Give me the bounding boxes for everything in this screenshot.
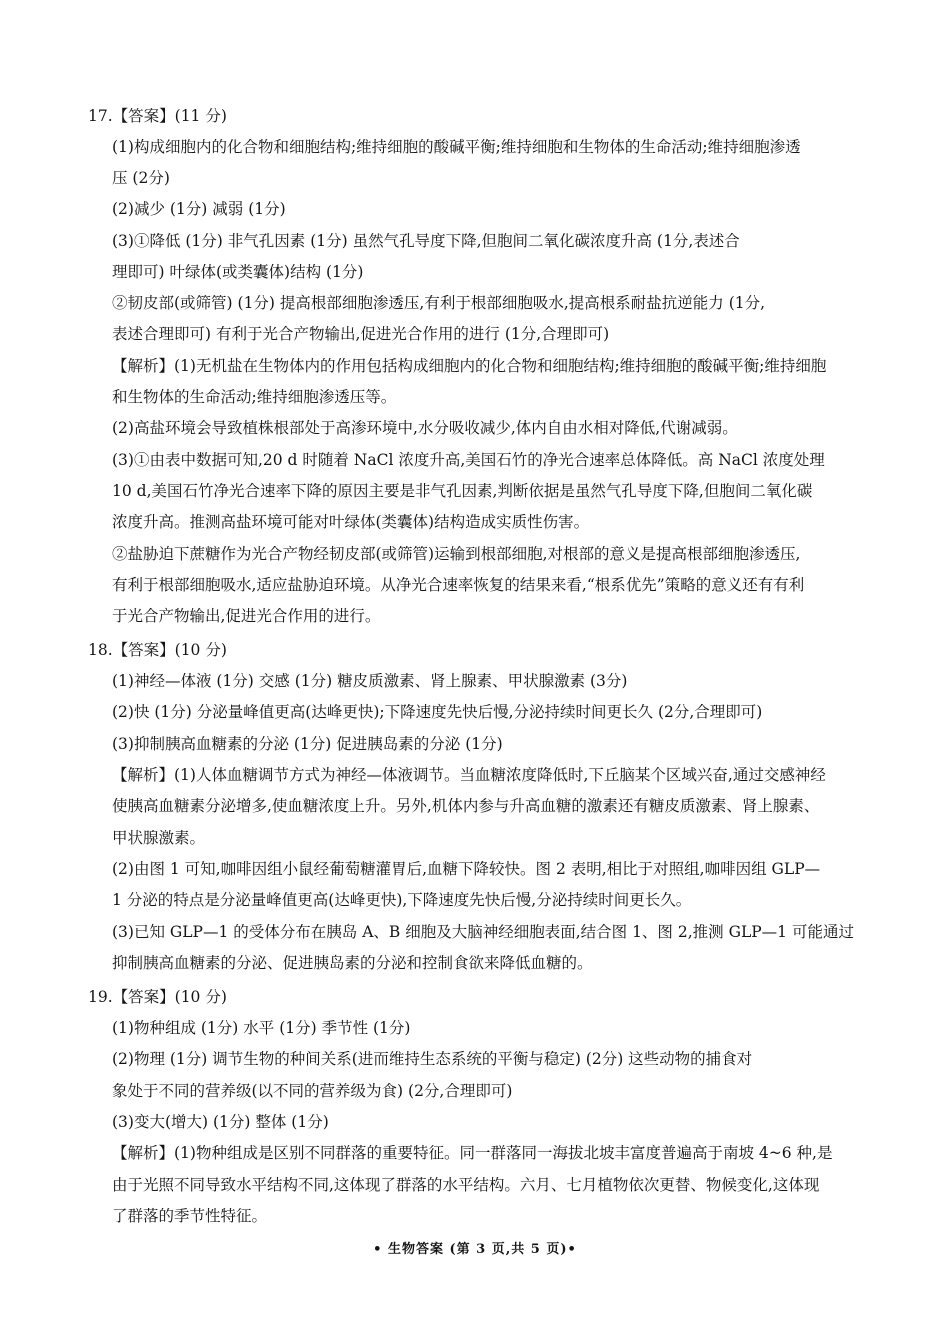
q19-analysis-line: 【解析】(1)物种组成是区别不同群落的重要特征。同一群落同一海拔北坡丰富度普遍高于南坡 4~6 种,是: [112, 1144, 833, 1162]
q17-analysis-line: 有利于根部细胞吸水,适应盐胁迫环境。从净光合速率恢复的结果来看,“根系优先”策略的意义还有有利: [112, 576, 805, 594]
q19-answer-line: (2)物理 (1分) 调节生物的种间关系(进而维持生态系统的平衡与稳定) (2分) 这些动物的捕食对: [112, 1050, 753, 1068]
q18-analysis-line: (3)已知 GLP—1 的受体分布在胰岛 A、B 细胞及大脑神经细胞表面,结合图 1、图 2,推测 GLP—1 可能通过: [112, 923, 854, 941]
q17-answer-line: 压 (2分): [112, 169, 170, 187]
q17-analysis-line: ②盐胁迫下蔗糖作为光合产物经韧皮部(或筛管)运输到根部细胞,对根部的意义是提高根部细胞渗透压,: [112, 545, 801, 563]
q17-answer-line: (2)减少 (1分) 减弱 (1分): [112, 200, 286, 218]
q18-analysis-line: (2)由图 1 可知,咖啡因组小鼠经葡萄糖灌胃后,血糖下降较快。图 2 表明,相比于对照组,咖啡因组 GLP—: [112, 860, 821, 878]
q17-answer-line: (3)①降低 (1分) 非气孔因素 (1分) 虽然气孔导度下降,但胞间二氧化碳浓度升高 (1分,表述合: [112, 232, 740, 250]
q17-analysis-line: 10 d,美国石竹净光合速率下降的原因主要是非气孔因素,判断依据是虽然气孔导度下降,但胞间二氧化碳: [112, 482, 813, 500]
q17-answer-line: ②韧皮部(或筛管) (1分) 提高根部细胞渗透压,有利于根部细胞吸水,提高根系耐盐抗逆能力 (1分,: [112, 294, 766, 312]
q17-analysis-line: 和生物体的生命活动;维持细胞渗透压等。: [112, 388, 397, 406]
q18-header: 18.【答案】(10 分): [88, 641, 227, 659]
q18-analysis-line: 抑制胰高血糖素的分泌、促进胰岛素的分泌和控制食欲来降低血糖的。: [112, 954, 593, 972]
page-footer: • 生物答案 (第 3 页,共 5 页)•: [373, 1242, 577, 1257]
q17-analysis-line: (2)高盐环境会导致植株根部处于高渗环境中,水分吸收减少,体内自由水相对降低,代谢减弱。: [112, 419, 738, 437]
q19-answer-line: (3)变大(增大) (1分) 整体 (1分): [112, 1113, 329, 1131]
q18-analysis-line: 使胰高血糖素分泌增多,使血糖浓度上升。另外,机体内参与升高血糖的激素还有糖皮质激素、肾上腺素、: [112, 797, 820, 815]
q19-answer-line: 象处于不同的营养级(以不同的营养级为食) (2分,合理即可): [112, 1082, 513, 1100]
q19-analysis-line: 了群落的季节性特征。: [112, 1207, 268, 1225]
q18-analysis-line: 【解析】(1)人体血糖调节方式为神经—体液调节。当血糖浓度降低时,下丘脑某个区域兴奋,通过交感神经: [112, 766, 826, 784]
q17-analysis-line: 浓度升高。推测高盐环境可能对叶绿体(类囊体)结构造成实质性伤害。: [112, 513, 590, 531]
q17-answer-line: 理即可) 叶绿体(或类囊体)结构 (1分): [112, 263, 364, 281]
q19-header: 19.【答案】(10 分): [88, 988, 227, 1006]
q17-header: 17.【答案】(11 分): [88, 107, 227, 125]
q17-analysis-line: 【解析】(1)无机盐在生物体内的作用包括构成细胞内的化合物和细胞结构;维持细胞的酸碱平衡;维持细胞: [112, 357, 827, 375]
q17-answer-line: 表述合理即可) 有利于光合产物输出,促进光合作用的进行 (1分,合理即可): [112, 325, 610, 343]
q18-answer-line: (2)快 (1分) 分泌量峰值更高(达峰更快);下降速度先快后慢,分泌持续时间更长久 (2分,合理即可): [112, 703, 763, 721]
q18-answer-line: (1)神经—体液 (1分) 交感 (1分) 糖皮质激素、肾上腺素、甲状腺激素 (3分): [112, 672, 628, 690]
q18-analysis-line: 甲状腺激素。: [112, 829, 206, 847]
q19-answer-line: (1)物种组成 (1分) 水平 (1分) 季节性 (1分): [112, 1019, 411, 1037]
q17-answer-line: (1)构成细胞内的化合物和细胞结构;维持细胞的酸碱平衡;维持细胞和生物体的生命活动;维持细胞渗透: [112, 138, 801, 156]
q17-analysis-line: 于光合产物输出,促进光合作用的进行。: [112, 607, 381, 625]
q17-analysis-line: (3)①由表中数据可知,20 d 时随着 NaCl 浓度升高,美国石竹的净光合速率总体降低。高 NaCl 浓度处理: [112, 451, 825, 469]
q18-analysis-line: 1 分泌的特点是分泌量峰值更高(达峰更快),下降速度先快后慢,分泌持续时间更长久。: [112, 891, 692, 909]
q19-analysis-line: 由于光照不同导致水平结构不同,这体现了群落的水平结构。六月、七月植物依次更替、物候变化,这体现: [112, 1176, 820, 1194]
q18-answer-line: (3)抑制胰高血糖素的分泌 (1分) 促进胰岛素的分泌 (1分): [112, 735, 503, 753]
